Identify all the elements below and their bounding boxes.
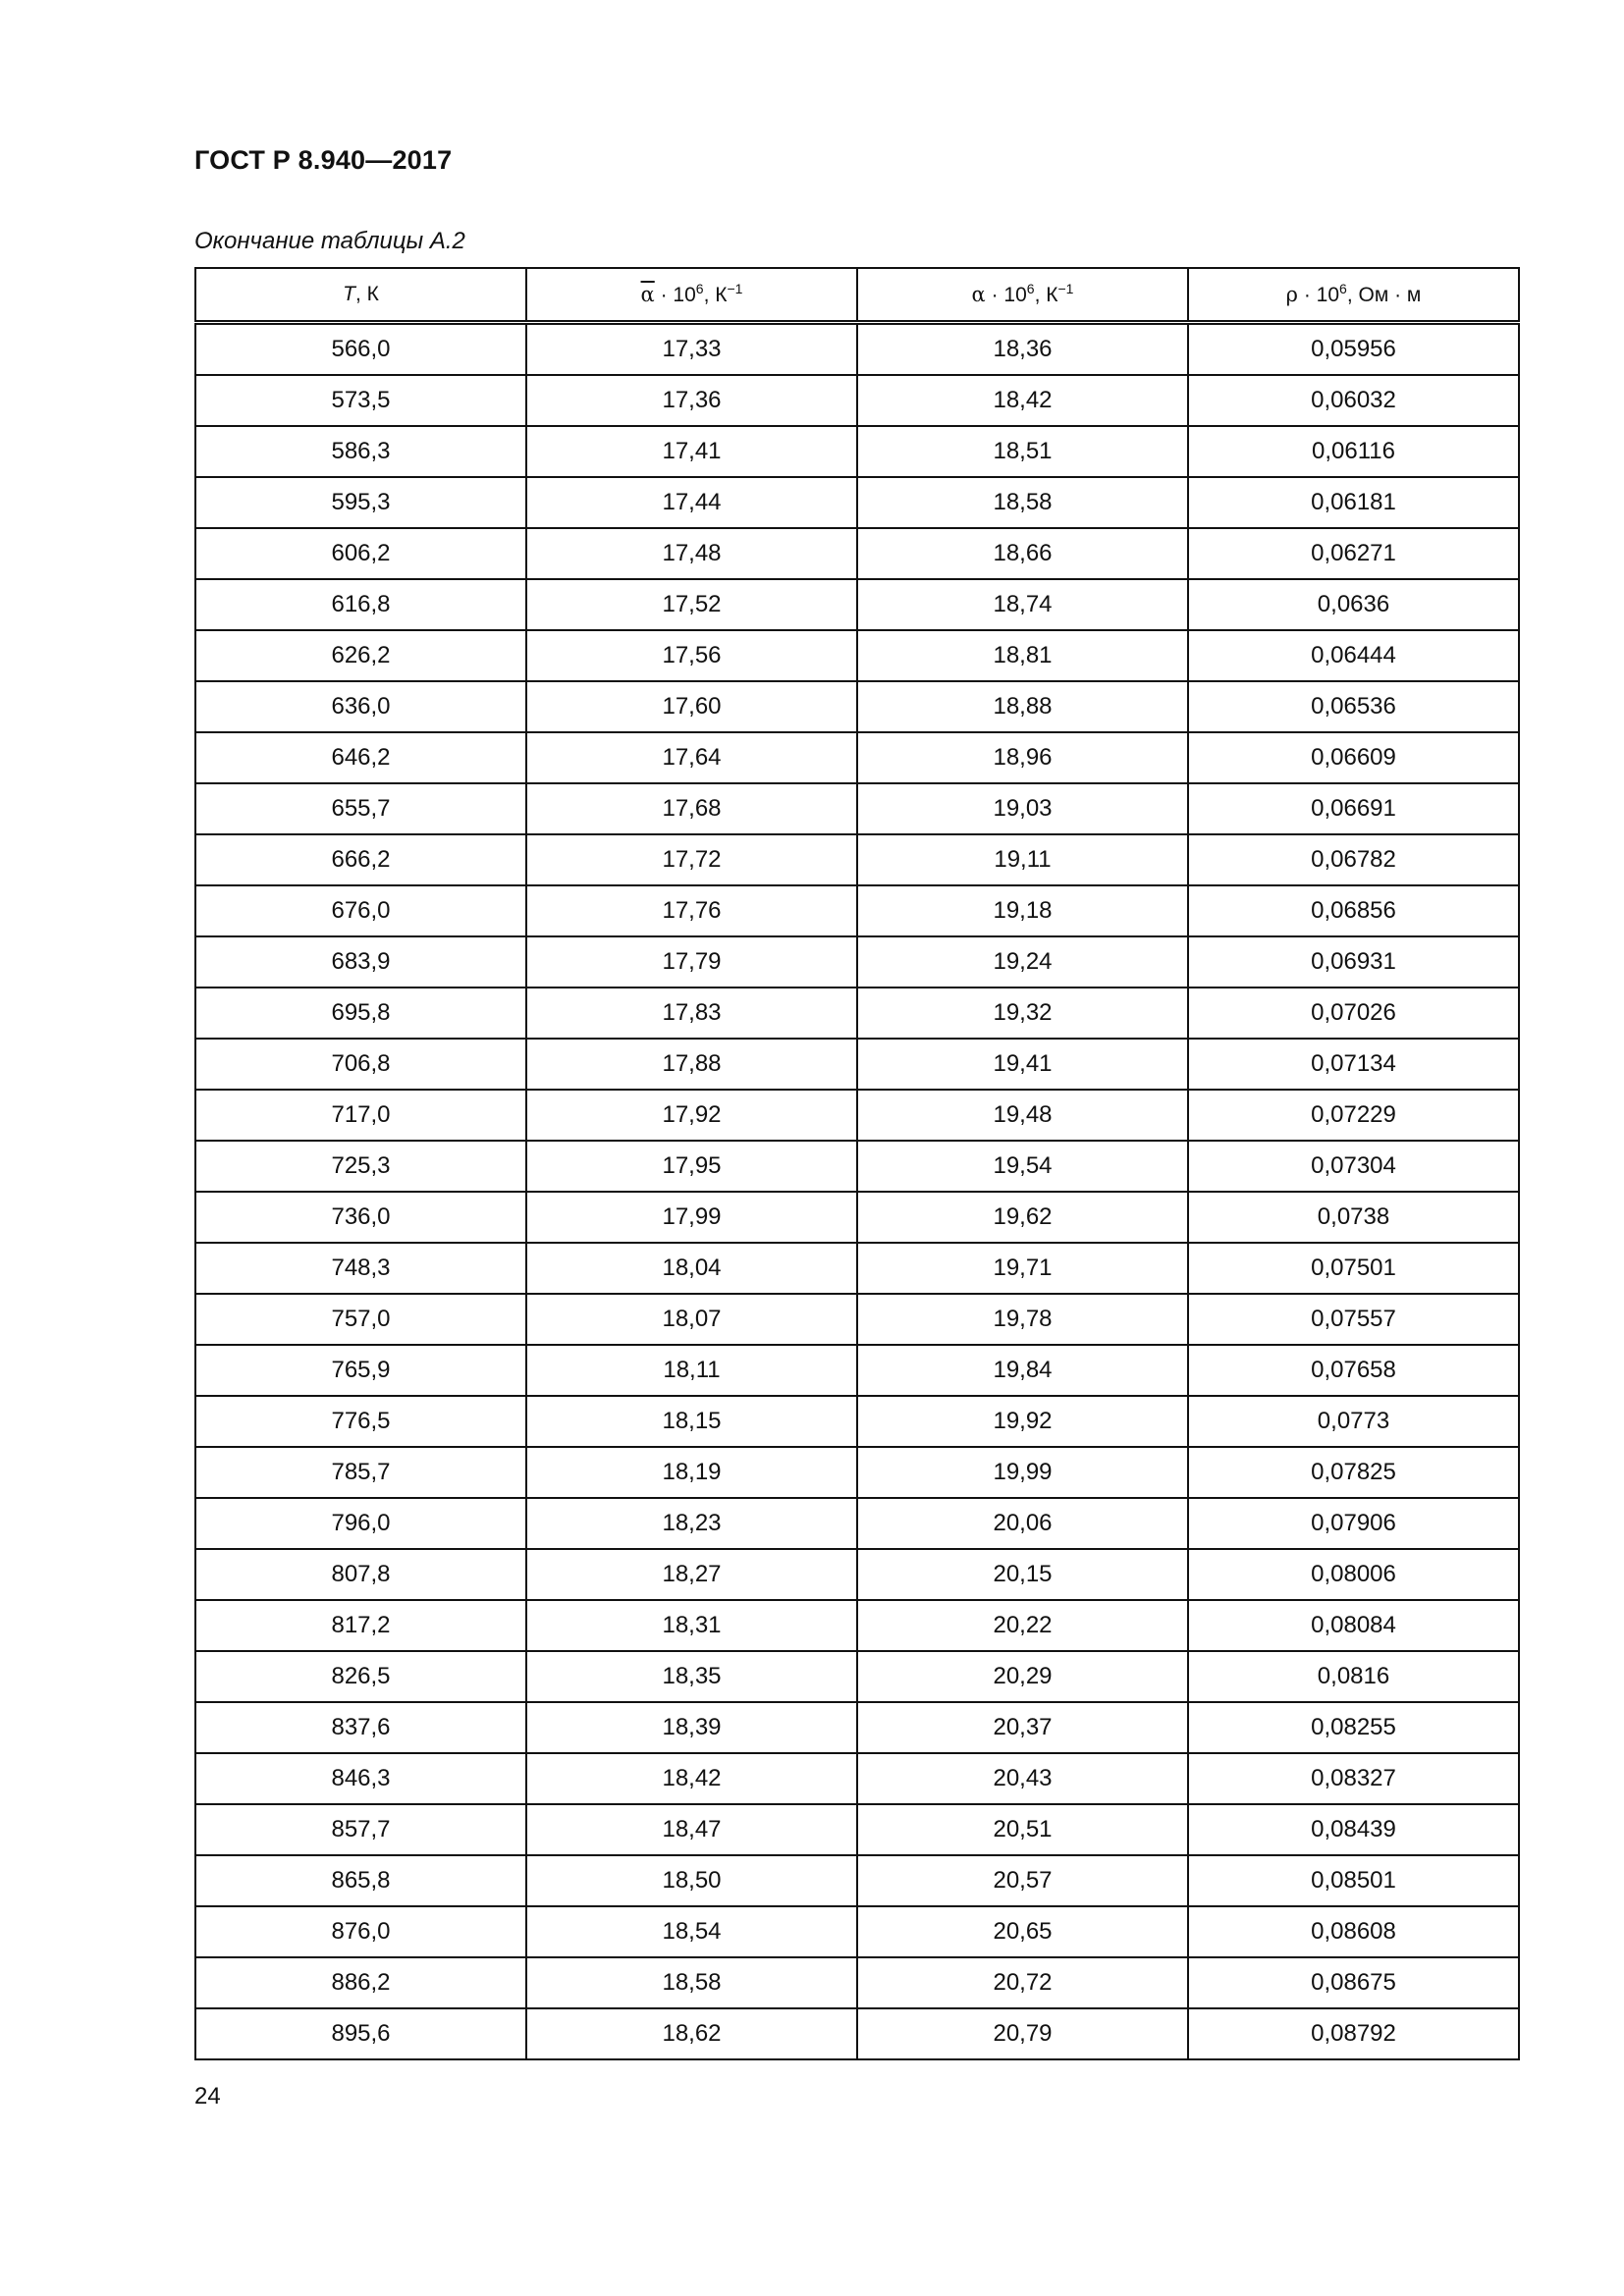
header-mean-alpha xyxy=(526,268,857,323)
alpha-cell: 19,62 xyxy=(857,1192,1188,1243)
document-header: ГОСТ Р 8.940—2017 xyxy=(194,145,453,175)
mean-alpha-cell: 18,62 xyxy=(526,2008,857,2059)
temperature-cell: 736,0 xyxy=(195,1192,526,1243)
table-row xyxy=(195,1039,1519,1090)
table-body xyxy=(195,323,1519,2060)
temperature-cell: 785,7 xyxy=(195,1447,526,1498)
alpha-cell: 18,96 xyxy=(857,732,1188,783)
temperature-cell: 796,0 xyxy=(195,1498,526,1549)
alpha-cell: 19,54 xyxy=(857,1141,1188,1192)
table-row xyxy=(195,1396,1519,1447)
rho-cell: 0,08675 xyxy=(1188,1957,1519,2008)
mean-alpha-cell: 17,92 xyxy=(526,1090,857,1141)
table-row xyxy=(195,426,1519,477)
mean-alpha-cell: 17,95 xyxy=(526,1141,857,1192)
header-row xyxy=(195,268,1519,323)
temperature-cell: 886,2 xyxy=(195,1957,526,2008)
header-alpha-exp: 6 xyxy=(1026,280,1035,296)
mean-alpha-cell: 17,44 xyxy=(526,477,857,528)
temperature-cell: 865,8 xyxy=(195,1855,526,1906)
table-row xyxy=(195,1702,1519,1753)
alpha-cell: 19,03 xyxy=(857,783,1188,834)
alpha-cell: 20,57 xyxy=(857,1855,1188,1906)
mean-alpha-cell: 17,48 xyxy=(526,528,857,579)
mean-alpha-cell: 17,33 xyxy=(526,323,857,376)
alpha-cell: 19,41 xyxy=(857,1039,1188,1090)
mean-alpha-cell: 18,19 xyxy=(526,1447,857,1498)
mean-alpha-cell: 18,50 xyxy=(526,1855,857,1906)
mean-alpha-cell: 18,31 xyxy=(526,1600,857,1651)
alpha-cell: 20,72 xyxy=(857,1957,1188,2008)
rho-cell: 0,07906 xyxy=(1188,1498,1519,1549)
temperature-cell: 717,0 xyxy=(195,1090,526,1141)
alpha-cell: 19,18 xyxy=(857,885,1188,936)
rho-cell: 0,07026 xyxy=(1188,988,1519,1039)
header-mean-alpha-unit: , К xyxy=(703,283,728,306)
mean-alpha-cell: 18,27 xyxy=(526,1549,857,1600)
table-row xyxy=(195,1651,1519,1702)
rho-cell: 0,06444 xyxy=(1188,630,1519,681)
header-alpha-factor: · 10 xyxy=(985,283,1027,306)
mean-alpha-cell: 18,11 xyxy=(526,1345,857,1396)
rho-cell: 0,07501 xyxy=(1188,1243,1519,1294)
table-row xyxy=(195,1141,1519,1192)
rho-cell: 0,08255 xyxy=(1188,1702,1519,1753)
table-row xyxy=(195,1498,1519,1549)
temperature-cell: 765,9 xyxy=(195,1345,526,1396)
temperature-cell: 837,6 xyxy=(195,1702,526,1753)
rho-cell: 0,0773 xyxy=(1188,1396,1519,1447)
alpha-cell: 18,88 xyxy=(857,681,1188,732)
header-temperature-unit: , К xyxy=(354,283,379,305)
alpha-cell: 20,65 xyxy=(857,1906,1188,1957)
rho-cell: 0,06782 xyxy=(1188,834,1519,885)
temperature-cell: 757,0 xyxy=(195,1294,526,1345)
header-alpha-symbol: α xyxy=(971,282,986,306)
mean-alpha-cell: 17,56 xyxy=(526,630,857,681)
table-row xyxy=(195,681,1519,732)
alpha-cell: 19,48 xyxy=(857,1090,1188,1141)
header-mean-alpha-factor: · 10 xyxy=(654,283,696,306)
rho-cell: 0,0636 xyxy=(1188,579,1519,630)
table-row xyxy=(195,936,1519,988)
alpha-cell: 18,36 xyxy=(857,323,1188,376)
table-row xyxy=(195,2008,1519,2059)
temperature-cell: 876,0 xyxy=(195,1906,526,1957)
header-rho-exp: 6 xyxy=(1339,280,1347,296)
table-row xyxy=(195,323,1519,376)
mean-alpha-cell: 18,58 xyxy=(526,1957,857,2008)
rho-cell: 0,07134 xyxy=(1188,1039,1519,1090)
table-row xyxy=(195,783,1519,834)
table-row xyxy=(195,1192,1519,1243)
alpha-cell: 18,42 xyxy=(857,375,1188,426)
rho-cell: 0,06856 xyxy=(1188,885,1519,936)
mean-alpha-cell: 17,41 xyxy=(526,426,857,477)
temperature-cell: 626,2 xyxy=(195,630,526,681)
header-mean-alpha-symbol: $\overline{\alpha}$ xyxy=(640,282,655,306)
temperature-cell: 695,8 xyxy=(195,988,526,1039)
mean-alpha-cell: 17,68 xyxy=(526,783,857,834)
alpha-cell: 19,11 xyxy=(857,834,1188,885)
table-header xyxy=(195,268,1519,323)
rho-cell: 0,07304 xyxy=(1188,1141,1519,1192)
temperature-cell: 646,2 xyxy=(195,732,526,783)
temperature-cell: 566,0 xyxy=(195,323,526,376)
header-mean-alpha-unit-exp: −1 xyxy=(727,280,743,296)
alpha-cell: 20,79 xyxy=(857,2008,1188,2059)
mean-alpha-cell: 18,15 xyxy=(526,1396,857,1447)
temperature-cell: 655,7 xyxy=(195,783,526,834)
header-alpha-unit-exp: −1 xyxy=(1057,280,1074,296)
alpha-cell: 19,71 xyxy=(857,1243,1188,1294)
rho-cell: 0,0816 xyxy=(1188,1651,1519,1702)
mean-alpha-cell: 17,64 xyxy=(526,732,857,783)
temperature-cell: 725,3 xyxy=(195,1141,526,1192)
alpha-cell: 20,43 xyxy=(857,1753,1188,1804)
alpha-cell: 20,15 xyxy=(857,1549,1188,1600)
table-row xyxy=(195,732,1519,783)
mean-alpha-cell: 18,47 xyxy=(526,1804,857,1855)
alpha-cell: 19,84 xyxy=(857,1345,1188,1396)
page-number: 24 xyxy=(194,2083,221,2109)
alpha-cell: 18,66 xyxy=(857,528,1188,579)
mean-alpha-cell: 17,76 xyxy=(526,885,857,936)
data-table xyxy=(194,267,1520,2060)
alpha-cell: 19,24 xyxy=(857,936,1188,988)
rho-cell: 0,08006 xyxy=(1188,1549,1519,1600)
header-alpha-unit: , К xyxy=(1034,283,1058,306)
alpha-cell: 20,22 xyxy=(857,1600,1188,1651)
rho-cell: 0,06536 xyxy=(1188,681,1519,732)
table-row xyxy=(195,477,1519,528)
mean-alpha-cell: 18,39 xyxy=(526,1702,857,1753)
temperature-cell: 586,3 xyxy=(195,426,526,477)
table-row xyxy=(195,1753,1519,1804)
alpha-cell: 19,92 xyxy=(857,1396,1188,1447)
temperature-cell: 683,9 xyxy=(195,936,526,988)
header-alpha xyxy=(857,268,1188,323)
mean-alpha-cell: 17,60 xyxy=(526,681,857,732)
table-caption: Окончание таблицы А.2 xyxy=(194,228,465,254)
header-mean-alpha-exp: 6 xyxy=(695,280,704,296)
temperature-cell: 606,2 xyxy=(195,528,526,579)
rho-cell: 0,05956 xyxy=(1188,323,1519,376)
alpha-cell: 18,81 xyxy=(857,630,1188,681)
header-temperature xyxy=(195,268,526,323)
rho-cell: 0,07825 xyxy=(1188,1447,1519,1498)
table-row xyxy=(195,1345,1519,1396)
alpha-cell: 19,78 xyxy=(857,1294,1188,1345)
temperature-cell: 857,7 xyxy=(195,1804,526,1855)
table-row xyxy=(195,834,1519,885)
table-row xyxy=(195,1600,1519,1651)
header-temperature-symbol: T xyxy=(343,283,355,305)
table-row xyxy=(195,1804,1519,1855)
mean-alpha-cell: 18,07 xyxy=(526,1294,857,1345)
rho-cell: 0,07229 xyxy=(1188,1090,1519,1141)
table-row xyxy=(195,579,1519,630)
mean-alpha-cell: 18,35 xyxy=(526,1651,857,1702)
rho-cell: 0,06609 xyxy=(1188,732,1519,783)
table-row xyxy=(195,528,1519,579)
mean-alpha-cell: 18,23 xyxy=(526,1498,857,1549)
temperature-cell: 706,8 xyxy=(195,1039,526,1090)
mean-alpha-cell: 18,42 xyxy=(526,1753,857,1804)
temperature-cell: 826,5 xyxy=(195,1651,526,1702)
mean-alpha-cell: 17,99 xyxy=(526,1192,857,1243)
alpha-cell: 19,99 xyxy=(857,1447,1188,1498)
temperature-cell: 895,6 xyxy=(195,2008,526,2059)
rho-cell: 0,06691 xyxy=(1188,783,1519,834)
header-rho-symbol: ρ xyxy=(1285,282,1298,306)
mean-alpha-cell: 17,79 xyxy=(526,936,857,988)
table-row xyxy=(195,1957,1519,2008)
rho-cell: 0,08084 xyxy=(1188,1600,1519,1651)
rho-cell: 0,07658 xyxy=(1188,1345,1519,1396)
alpha-cell: 20,06 xyxy=(857,1498,1188,1549)
header-rho-factor: · 10 xyxy=(1297,283,1340,306)
temperature-cell: 846,3 xyxy=(195,1753,526,1804)
mean-alpha-cell: 18,04 xyxy=(526,1243,857,1294)
rho-cell: 0,0738 xyxy=(1188,1192,1519,1243)
alpha-cell: 20,37 xyxy=(857,1702,1188,1753)
table-row xyxy=(195,1549,1519,1600)
rho-cell: 0,06271 xyxy=(1188,528,1519,579)
alpha-cell: 19,32 xyxy=(857,988,1188,1039)
temperature-cell: 776,5 xyxy=(195,1396,526,1447)
alpha-cell: 18,51 xyxy=(857,426,1188,477)
rho-cell: 0,06931 xyxy=(1188,936,1519,988)
mean-alpha-cell: 17,52 xyxy=(526,579,857,630)
table-row xyxy=(195,885,1519,936)
rho-cell: 0,08608 xyxy=(1188,1906,1519,1957)
table-row xyxy=(195,1855,1519,1906)
alpha-cell: 18,74 xyxy=(857,579,1188,630)
alpha-cell: 18,58 xyxy=(857,477,1188,528)
temperature-cell: 595,3 xyxy=(195,477,526,528)
table-row xyxy=(195,988,1519,1039)
alpha-cell: 20,29 xyxy=(857,1651,1188,1702)
rho-cell: 0,06032 xyxy=(1188,375,1519,426)
rho-cell: 0,08501 xyxy=(1188,1855,1519,1906)
table-row xyxy=(195,630,1519,681)
header-rho-unit: , Ом · м xyxy=(1346,283,1422,306)
mean-alpha-cell: 18,54 xyxy=(526,1906,857,1957)
temperature-cell: 666,2 xyxy=(195,834,526,885)
table-row xyxy=(195,1906,1519,1957)
rho-cell: 0,08327 xyxy=(1188,1753,1519,1804)
table-row xyxy=(195,1090,1519,1141)
table-row xyxy=(195,1294,1519,1345)
temperature-cell: 616,8 xyxy=(195,579,526,630)
temperature-cell: 817,2 xyxy=(195,1600,526,1651)
header-rho xyxy=(1188,268,1519,323)
temperature-cell: 748,3 xyxy=(195,1243,526,1294)
table-row xyxy=(195,1243,1519,1294)
rho-cell: 0,08439 xyxy=(1188,1804,1519,1855)
mean-alpha-cell: 17,88 xyxy=(526,1039,857,1090)
temperature-cell: 676,0 xyxy=(195,885,526,936)
rho-cell: 0,06181 xyxy=(1188,477,1519,528)
temperature-cell: 573,5 xyxy=(195,375,526,426)
temperature-cell: 807,8 xyxy=(195,1549,526,1600)
temperature-cell: 636,0 xyxy=(195,681,526,732)
table-row xyxy=(195,375,1519,426)
mean-alpha-cell: 17,72 xyxy=(526,834,857,885)
mean-alpha-cell: 17,36 xyxy=(526,375,857,426)
rho-cell: 0,07557 xyxy=(1188,1294,1519,1345)
alpha-cell: 20,51 xyxy=(857,1804,1188,1855)
rho-cell: 0,06116 xyxy=(1188,426,1519,477)
rho-cell: 0,08792 xyxy=(1188,2008,1519,2059)
table-row xyxy=(195,1447,1519,1498)
mean-alpha-cell: 17,83 xyxy=(526,988,857,1039)
